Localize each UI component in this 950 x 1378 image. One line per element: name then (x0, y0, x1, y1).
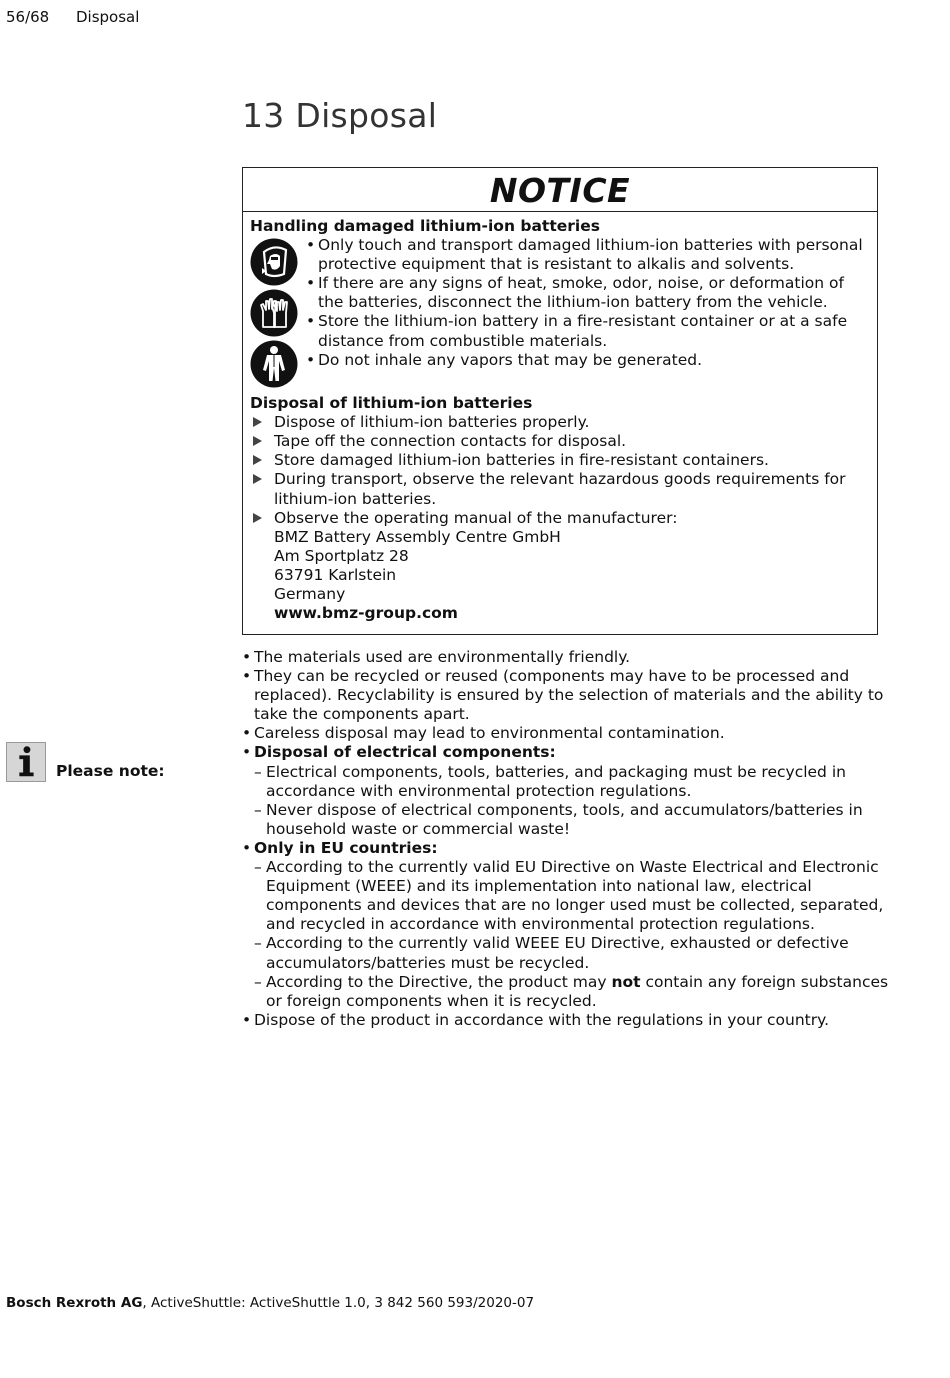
notice-body (243, 212, 877, 623)
eu-list (254, 858, 892, 1011)
arrow-right-icon (253, 455, 262, 465)
page-footer (6, 1295, 534, 1311)
action-item: Dispose of lithium-ion batteries properly. (250, 413, 870, 432)
manufacturer-name: BMZ Battery Assembly Centre GmbH (274, 527, 561, 546)
eu-item: – According to the Directive, the product may not contain any foreign substances or foreign components when it is recycled. (254, 973, 892, 1011)
disposal-heading: Disposal of lithium-ion batteries (250, 394, 533, 413)
note-item-eu (242, 839, 892, 1011)
notice-title: NOTICE (243, 168, 877, 212)
handling-list (306, 236, 870, 370)
ppe-icons (250, 238, 298, 391)
action-item: During transport, observe the relevant hazardous goods requirements for lithium-ion batteries. (250, 470, 870, 508)
manufacturer-website: www.bmz-group.com (274, 604, 458, 623)
eu-item: – According to the currently valid WEEE EU Directive, exhausted or defective accumulators/batteries must be recycled. (254, 934, 892, 972)
notice-box (242, 167, 878, 635)
face-shield-icon (250, 238, 298, 286)
arrow-right-icon (253, 436, 262, 446)
note-item: • Dispose of the product in accordance with the regulations in your country. (242, 1011, 892, 1030)
footer-document: , ActiveShuttle: ActiveShuttle 1.0, 3 842 560 593/2020-07 (142, 1295, 535, 1311)
electrical-item: – Never dispose of electrical components, tools, and accumulators/batteries in household waste or commercial waste! (254, 801, 892, 839)
ppe-section (250, 236, 870, 388)
handling-item: • Do not inhale any vapors that may be generated. (306, 351, 870, 370)
footer-company: Bosch Rexroth AG (6, 1295, 143, 1311)
eu-item: – According to the currently valid EU Directive on Waste Electrical and Electronic Equipment (WEEE) and its implementation into national law, electrical components and devices that are no longer used must be collected, separated, and recycled in accordance with environmental protection regulations. (254, 858, 892, 934)
note-item: • They can be recycled or reused (components may have to be processed and replaced). Recyclability is ensured by the selection of materials and the ability to take the components apart. (242, 667, 892, 724)
action-item: Observe the operating manual of the manufacturer: BMZ Battery Assembly Centre GmbH Am Sportplatz 28 63791 Karlstein Germany www.bmz-group.com (250, 509, 870, 624)
arrow-right-icon (253, 513, 262, 523)
protective-gloves-icon (250, 289, 298, 337)
action-item: Tape off the connection contacts for disposal. (250, 432, 870, 451)
please-note-label: Please note: (56, 762, 165, 780)
handling-item: • If there are any signs of heat, smoke, odor, noise, or deformation of the batteries, disconnect the lithium-ion battery from the vehicle. (306, 274, 870, 312)
notes-list (242, 648, 892, 1030)
page-header (6, 8, 139, 26)
arrow-right-icon (253, 474, 262, 484)
handling-item: • Store the lithium-ion battery in a fire-resistant container or at a safe distance from combustible materials. (306, 312, 870, 350)
electrical-heading: Disposal of electrical components: (254, 743, 556, 762)
page-number: 56/68 (6, 8, 50, 26)
header-section: Disposal (76, 8, 140, 26)
chapter-title: 13 Disposal (242, 96, 438, 135)
electrical-item: – Electrical components, tools, batteries, and packaging must be recycled in accordance with environmental protection regulations. (254, 763, 892, 801)
handling-heading: Handling damaged lithium-ion batteries (250, 217, 600, 235)
action-item: Store damaged lithium-ion batteries in fire-resistant containers. (250, 451, 870, 470)
note-item-electrical (242, 743, 892, 838)
manufacturer-country: Germany (274, 585, 346, 604)
eu-heading: Only in EU countries: (254, 838, 438, 857)
manufacturer-street: Am Sportplatz 28 (274, 546, 409, 565)
note-item: • Careless disposal may lead to environmental contamination. (242, 724, 892, 743)
electrical-list (254, 763, 892, 839)
info-icon (6, 742, 46, 782)
arrow-right-icon (253, 417, 262, 427)
protective-suit-icon (250, 340, 298, 388)
note-item: • The materials used are environmentally friendly. (242, 648, 892, 667)
disposal-actions (250, 413, 870, 623)
handling-item: • Only touch and transport damaged lithium-ion batteries with personal protective equipment that is resistant to alkalis and solvents. (306, 236, 870, 274)
manufacturer-city: 63791 Karlstein (274, 565, 397, 584)
